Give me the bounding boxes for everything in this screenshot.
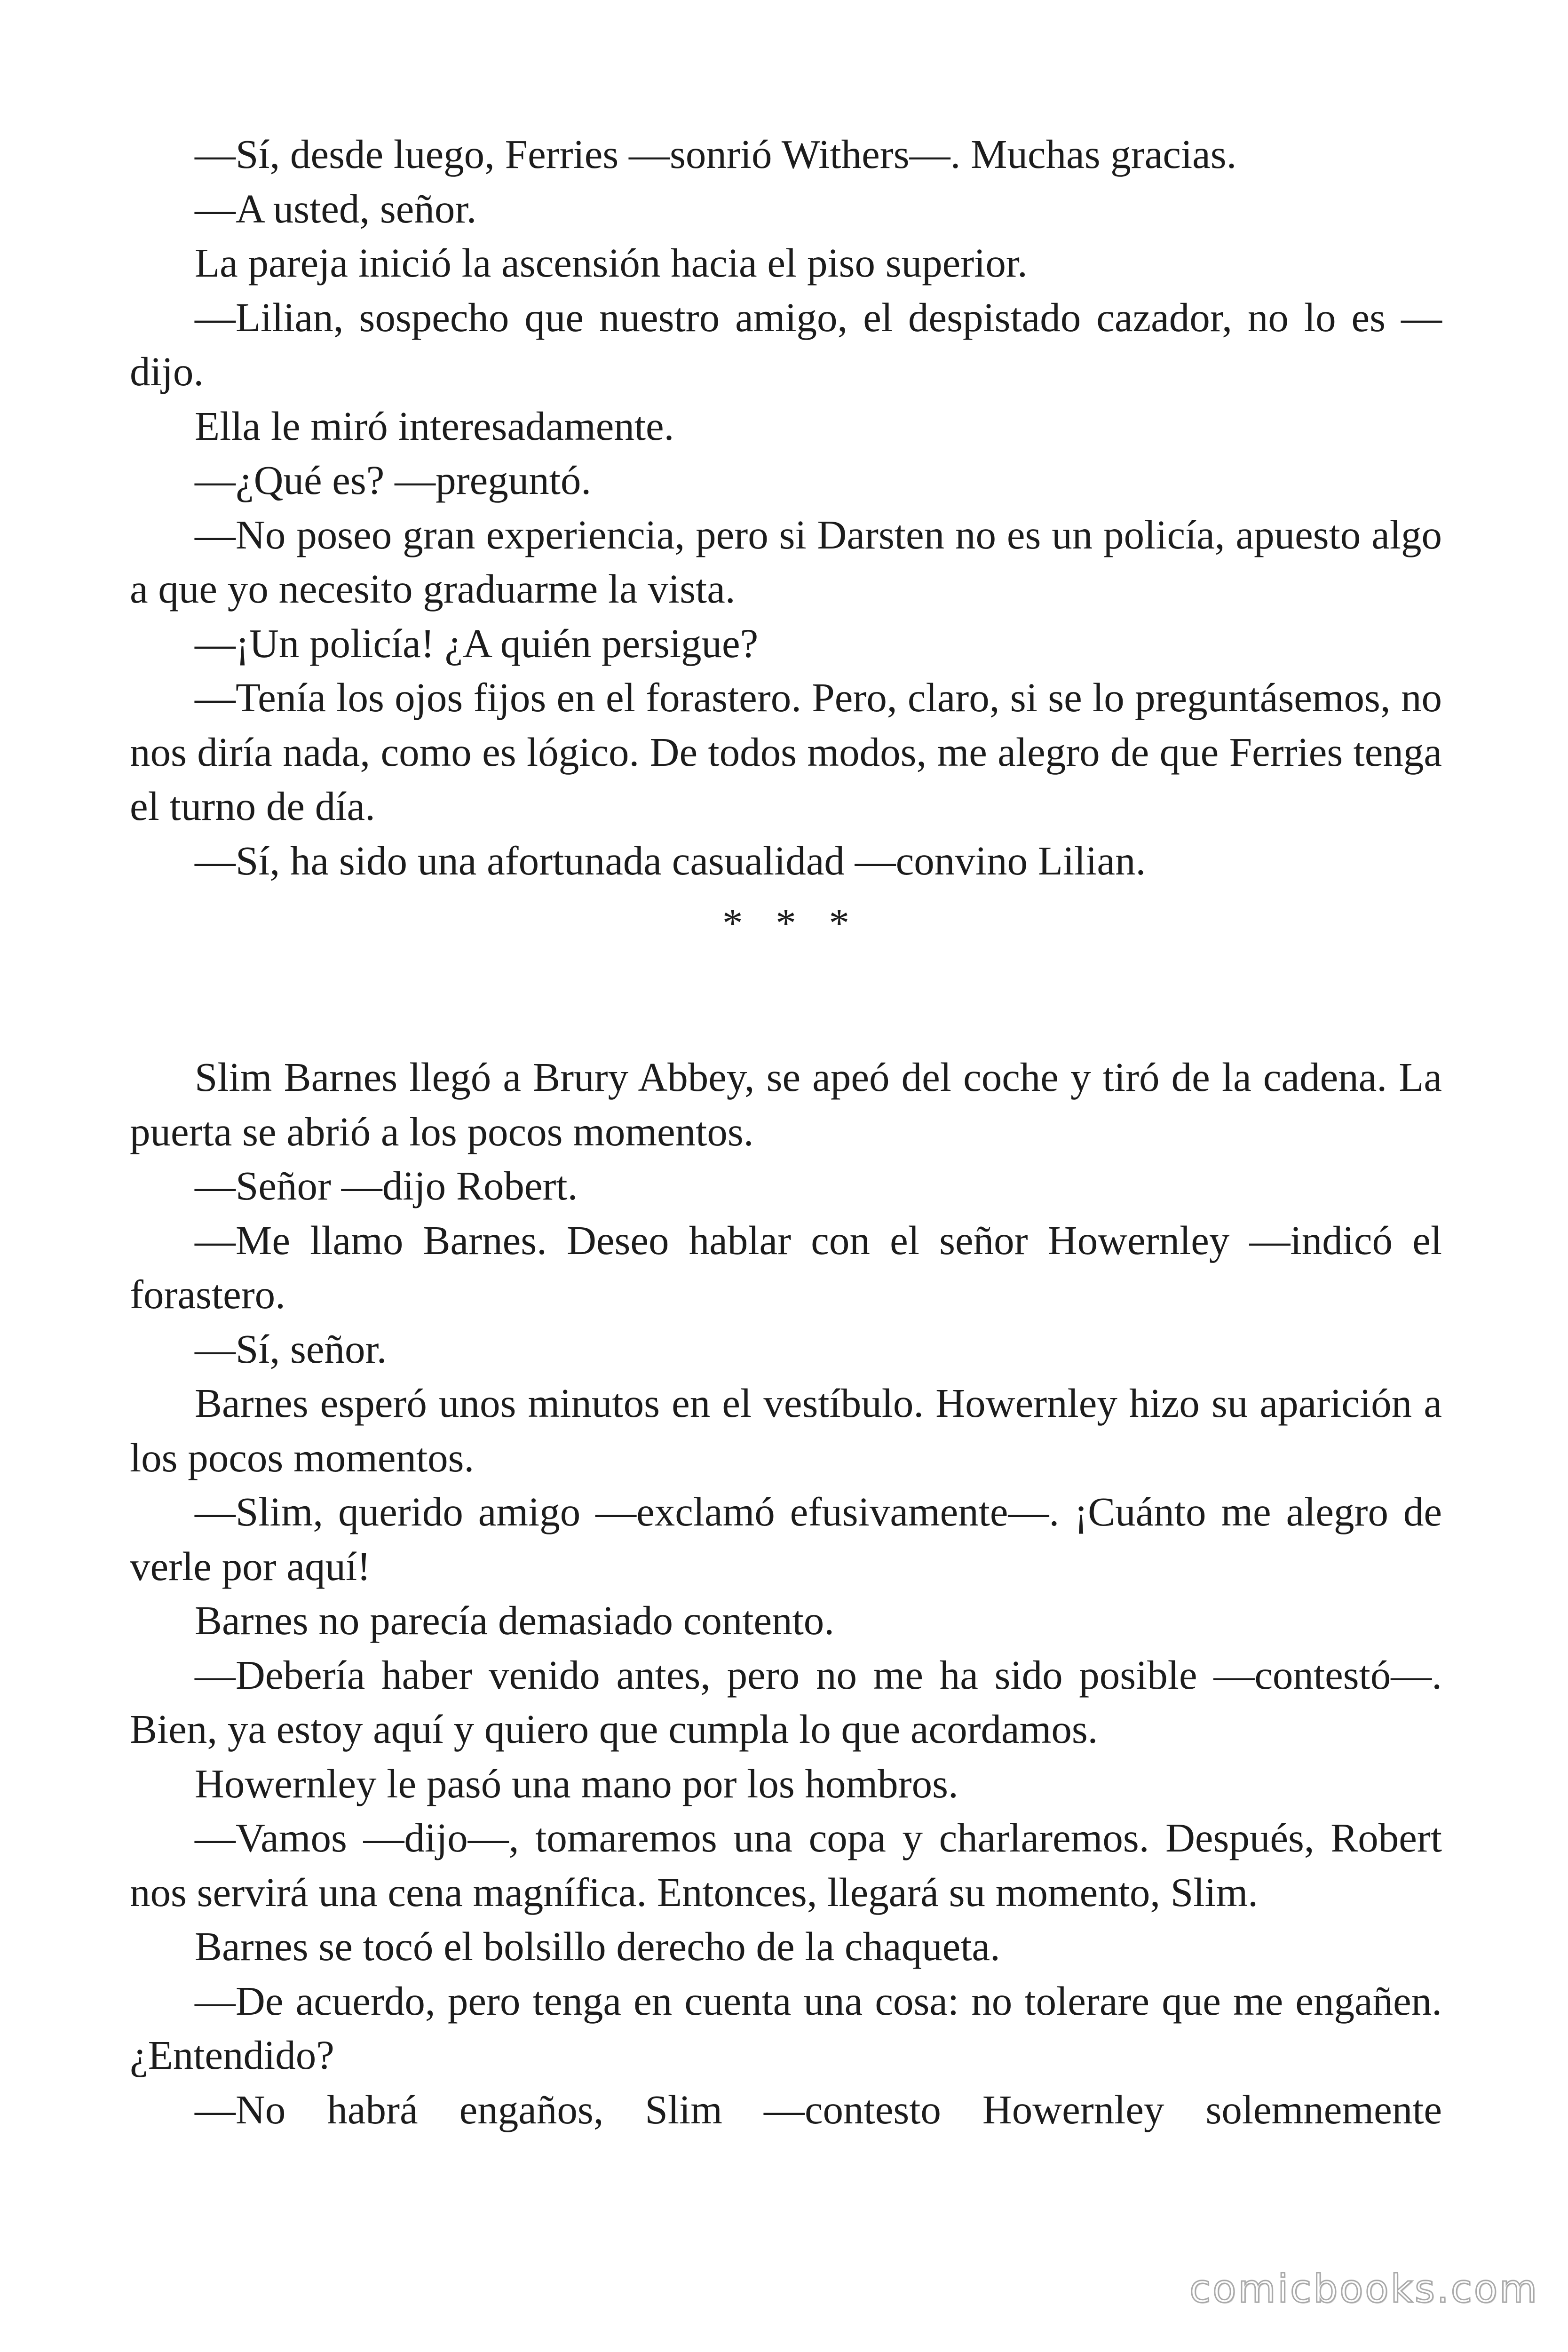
paragraph: —Me llamo Barnes. Deseo hablar con el señor Howernley —indicó el forastero.: [130, 1217, 1442, 1317]
paragraph: La pareja inició la ascensión hacia el piso superior.: [195, 240, 1028, 286]
paragraph: —A usted, señor.: [195, 185, 477, 231]
paragraph: —Señor —dijo Robert.: [195, 1163, 578, 1208]
paragraph: Ella le miró interesadamente.: [195, 403, 674, 449]
paragraph: —¿Qué es? —preguntó.: [195, 457, 592, 503]
paragraph: —De acuerdo, pero tenga en cuenta una cosa: no tolerare que me engañen. ¿Entendido?: [130, 1978, 1442, 2078]
paragraph: —Vamos —dijo—, tomaremos una copa y charlaremos. Después, Robert nos servirá una cena magnífica. Entonces, llegará su momento, Slim.: [130, 1815, 1442, 1915]
paragraph: —Lilian, sospecho que nuestro amigo, el despistado cazador, no lo es —dijo.: [130, 294, 1442, 394]
paragraph: Barnes no parecía demasiado contento.: [195, 1597, 835, 1643]
paragraph: —Debería haber venido antes, pero no me ha sido posible —contestó—. Bien, ya estoy aquí y quiero que cumpla lo que acordamos.: [130, 1652, 1442, 1752]
paragraph: Barnes se tocó el bolsillo derecho de la chaqueta.: [195, 1923, 1000, 1969]
watermark: comicbooks.com: [1189, 2267, 1539, 2312]
paragraph: —Sí, ha sido una afortunada casualidad —convino Lilian.: [195, 837, 1146, 883]
paragraph: —Sí, desde luego, Ferries —sonrió Withers—. Muchas gracias.: [195, 131, 1237, 177]
paragraph: —No poseo gran experiencia, pero si Darsten no es un policía, apuesto algo a que yo necesito graduarme la vista.: [130, 511, 1442, 612]
paragraph: Slim Barnes llegó a Brury Abbey, se apeó del coche y tiró de la cadena. La puerta se abrió a los pocos momentos.: [130, 1054, 1442, 1154]
paragraph: Barnes esperó unos minutos en el vestíbulo. Howernley hizo su aparición a los pocos momentos.: [130, 1380, 1442, 1480]
paragraph: —No habrá engaños, Slim —contesto Howernley solemnemente: [195, 2086, 1442, 2132]
paragraph: —Slim, querido amigo —exclamó efusivamente—. ¡Cuánto me alegro de verle por aquí!: [130, 1489, 1442, 1589]
paragraph: Howernley le pasó una mano por los hombros.: [195, 1760, 958, 1806]
paragraph: —Tenía los ojos fijos en el forastero. Pero, claro, si se lo preguntásemos, no nos diría nada, como es lógico. De todos modos, me alegro de que Ferries tenga el turno de día.: [130, 675, 1442, 829]
text-body: [130, 127, 1442, 2137]
paragraph: —Sí, señor.: [195, 1326, 387, 1372]
section-separator: * * *: [722, 900, 861, 946]
paragraph: —¡Un policía! ¿A quién persigue?: [195, 620, 759, 666]
